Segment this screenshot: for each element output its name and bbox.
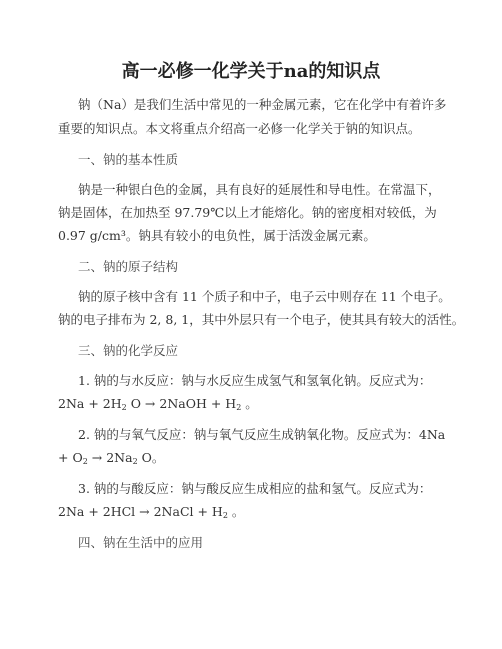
- intro-line-1: 钠（Na）是我们生活中常见的一种金属元素，它在化学中有着许多: [78, 97, 447, 112]
- equation-oxygen: + $O_2 \to 2Na_2$ O。: [58, 450, 165, 466]
- reaction-item-acid: 3. 钠的与酸反应：钠与酸反应生成相应的盐和氢气。反应式为：: [78, 481, 432, 496]
- paragraph-line: 钠是固体，在加热至 97.79℃以上才能熔化。钠的密度相对较低，为: [58, 205, 437, 220]
- equation-acid: 2Na + 2HCl → 2NaCl + $H_2$ 。: [58, 504, 245, 520]
- paragraph-line: 钠的原子核中含有 11 个质子和中子，电子云中则存在 11 个电子。: [78, 289, 451, 304]
- paragraph-line: 钠是一种银白色的金属，具有良好的延展性和导电性。在常温下，: [78, 182, 441, 197]
- reaction-item-oxygen: 2. 钠的与氧气反应：钠与氧气反应生成钠氧化物。反应式为：4Na: [78, 427, 446, 442]
- section-heading-basic-properties: 一、钠的基本性质: [78, 152, 179, 167]
- section-heading-chemical-reactions: 三、钠的化学反应: [78, 343, 179, 358]
- document-title: 高一必修一化学关于na的知识点: [121, 61, 381, 82]
- section-heading-atomic-structure: 二、钠的原子结构: [78, 259, 179, 274]
- equation-water: $2Na + 2H_2$ O → 2NaOH + $H_2$ 。: [58, 396, 258, 412]
- reaction-item-water: 1. 钠的与水反应：钠与水反应生成氢气和氢氧化钠。反应式为：: [78, 373, 432, 388]
- section-heading-applications: 四、钠在生活中的应用: [78, 535, 204, 550]
- paragraph-line: 0.97 g/cm³。钠具有较小的电负性，属于活泼金属元素。: [58, 228, 376, 243]
- paragraph-line: 钠的电子排布为 2, 8, 1，其中外层只有一个电子，使其具有较大的活性。: [58, 312, 465, 327]
- intro-line-2: 重要的知识点。本文将重点介绍高一必修一化学关于钠的知识点。: [58, 121, 421, 136]
